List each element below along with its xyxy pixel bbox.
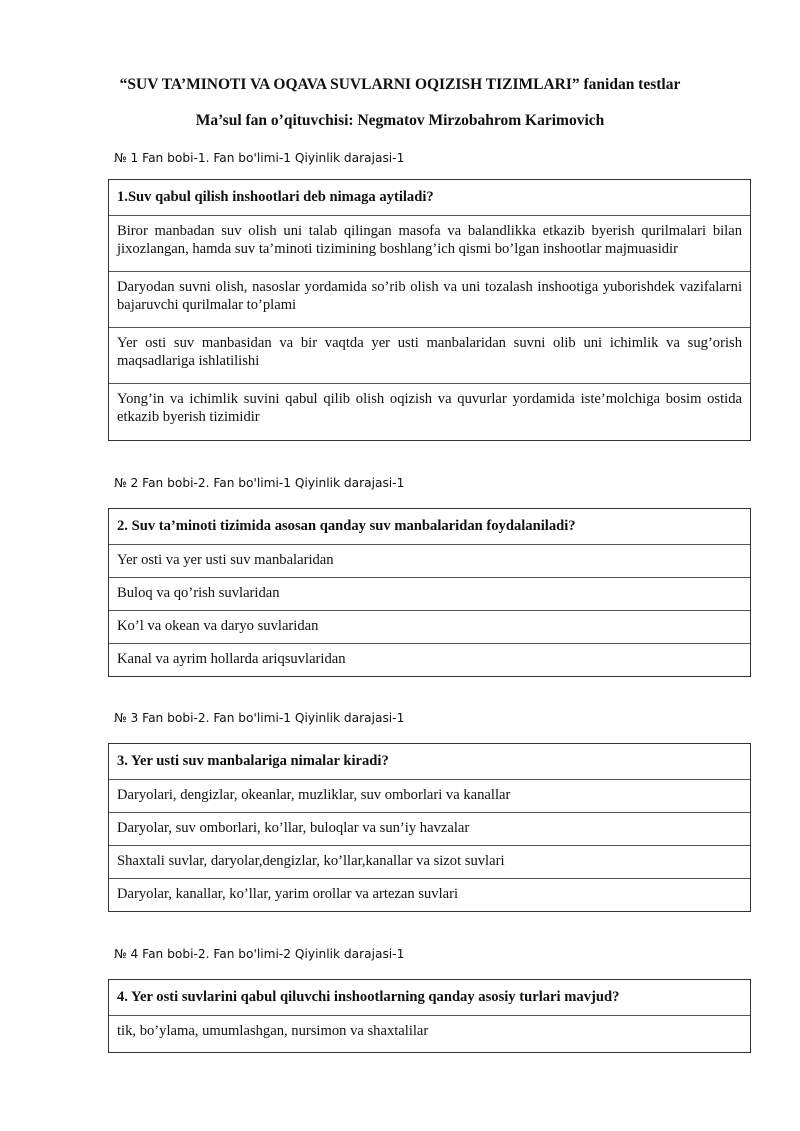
answer-option: Yer osti suv manbasidan va bir vaqtda yer usti manbalaridan suvni olib uni ichimlik va sug’orish maqsadlariga ishlatilishi <box>109 328 751 384</box>
question-meta: № 4 Fan bobi-2. Fan bo'limi-2 Qiyinlik darajasi-1 <box>114 947 405 961</box>
question-table <box>108 979 751 1053</box>
question-table <box>108 179 751 441</box>
answer-option: Yong’in va ichimlik suvini qabul qilib olish oqizish va quvurlar yordamida iste’molchiga bosim ostida etkazib byerish tizimidir <box>109 384 751 441</box>
question-table <box>108 508 751 677</box>
answer-option: Daryolari, dengizlar, okeanlar, muzliklar, suv omborlari va kanallar <box>109 780 751 813</box>
answer-option: Kanal va ayrim hollarda ariqsuvlaridan <box>109 644 751 677</box>
answer-option: Ko’l va okean va daryo suvlaridan <box>109 611 751 644</box>
question-block-2 <box>108 473 751 677</box>
question-meta: № 3 Fan bobi-2. Fan bo'limi-1 Qiyinlik darajasi-1 <box>114 711 405 725</box>
document-title: “SUV TA’MINOTI VA OQAVA SUVLARNI OQIZISH TIZIMLARI” fanidan testlar <box>119 76 681 93</box>
answer-option: Daryolar, suv omborlari, ko’llar, buloqlar va sun’iy havzalar <box>109 813 751 846</box>
answer-option: Daryolar, kanallar, ko’llar, yarim orollar va artezan suvlari <box>109 879 751 912</box>
question-meta: № 1 Fan bobi-1. Fan bo'limi-1 Qiyinlik darajasi-1 <box>114 151 405 165</box>
answer-option: tik, bo’ylama, umumlashgan, nursimon va shaxtalilar <box>109 1016 751 1053</box>
question-text: 4. Yer osti suvlarini qabul qiluvchi inshootlarning qanday asosiy turlari mavjud? <box>109 980 751 1016</box>
question-block-3 <box>108 708 751 912</box>
question-block-1 <box>108 148 751 441</box>
answer-option: Biror manbadan suv olish uni talab qilingan masofa va balandlikka etkazib byerish qurilmalari bilan jixozlangan, hamda suv ta’minoti tizimining boshlang’ich qismi bo’lgan inshootlar majmuasidir <box>109 216 751 272</box>
answer-option: Yer osti va yer usti suv manbalaridan <box>109 545 751 578</box>
answer-option: Daryodan suvni olish, nasoslar yordamida so’rib olish va uni tozalash inshootiga yuborishdek vazifalarni bajaruvchi qurilmalar to’plami <box>109 272 751 328</box>
question-block-4 <box>108 944 751 1053</box>
answer-option: Shaxtali suvlar, daryolar,dengizlar, ko’llar,kanallar va sizot suvlari <box>109 846 751 879</box>
answer-option: Buloq va qo’rish suvlaridan <box>109 578 751 611</box>
question-text: 3. Yer usti suv manbalariga nimalar kiradi? <box>109 744 751 780</box>
question-text: 1.Suv qabul qilish inshootlari deb nimaga aytiladi? <box>109 180 751 216</box>
question-text: 2. Suv ta’minoti tizimida asosan qanday suv manbalaridan foydalaniladi? <box>109 509 751 545</box>
question-meta: № 2 Fan bobi-2. Fan bo'limi-1 Qiyinlik darajasi-1 <box>114 476 405 490</box>
document-subtitle: Ma’sul fan o’qituvchisi: Negmatov Mirzobahrom Karimovich <box>195 112 605 129</box>
question-table <box>108 743 751 912</box>
